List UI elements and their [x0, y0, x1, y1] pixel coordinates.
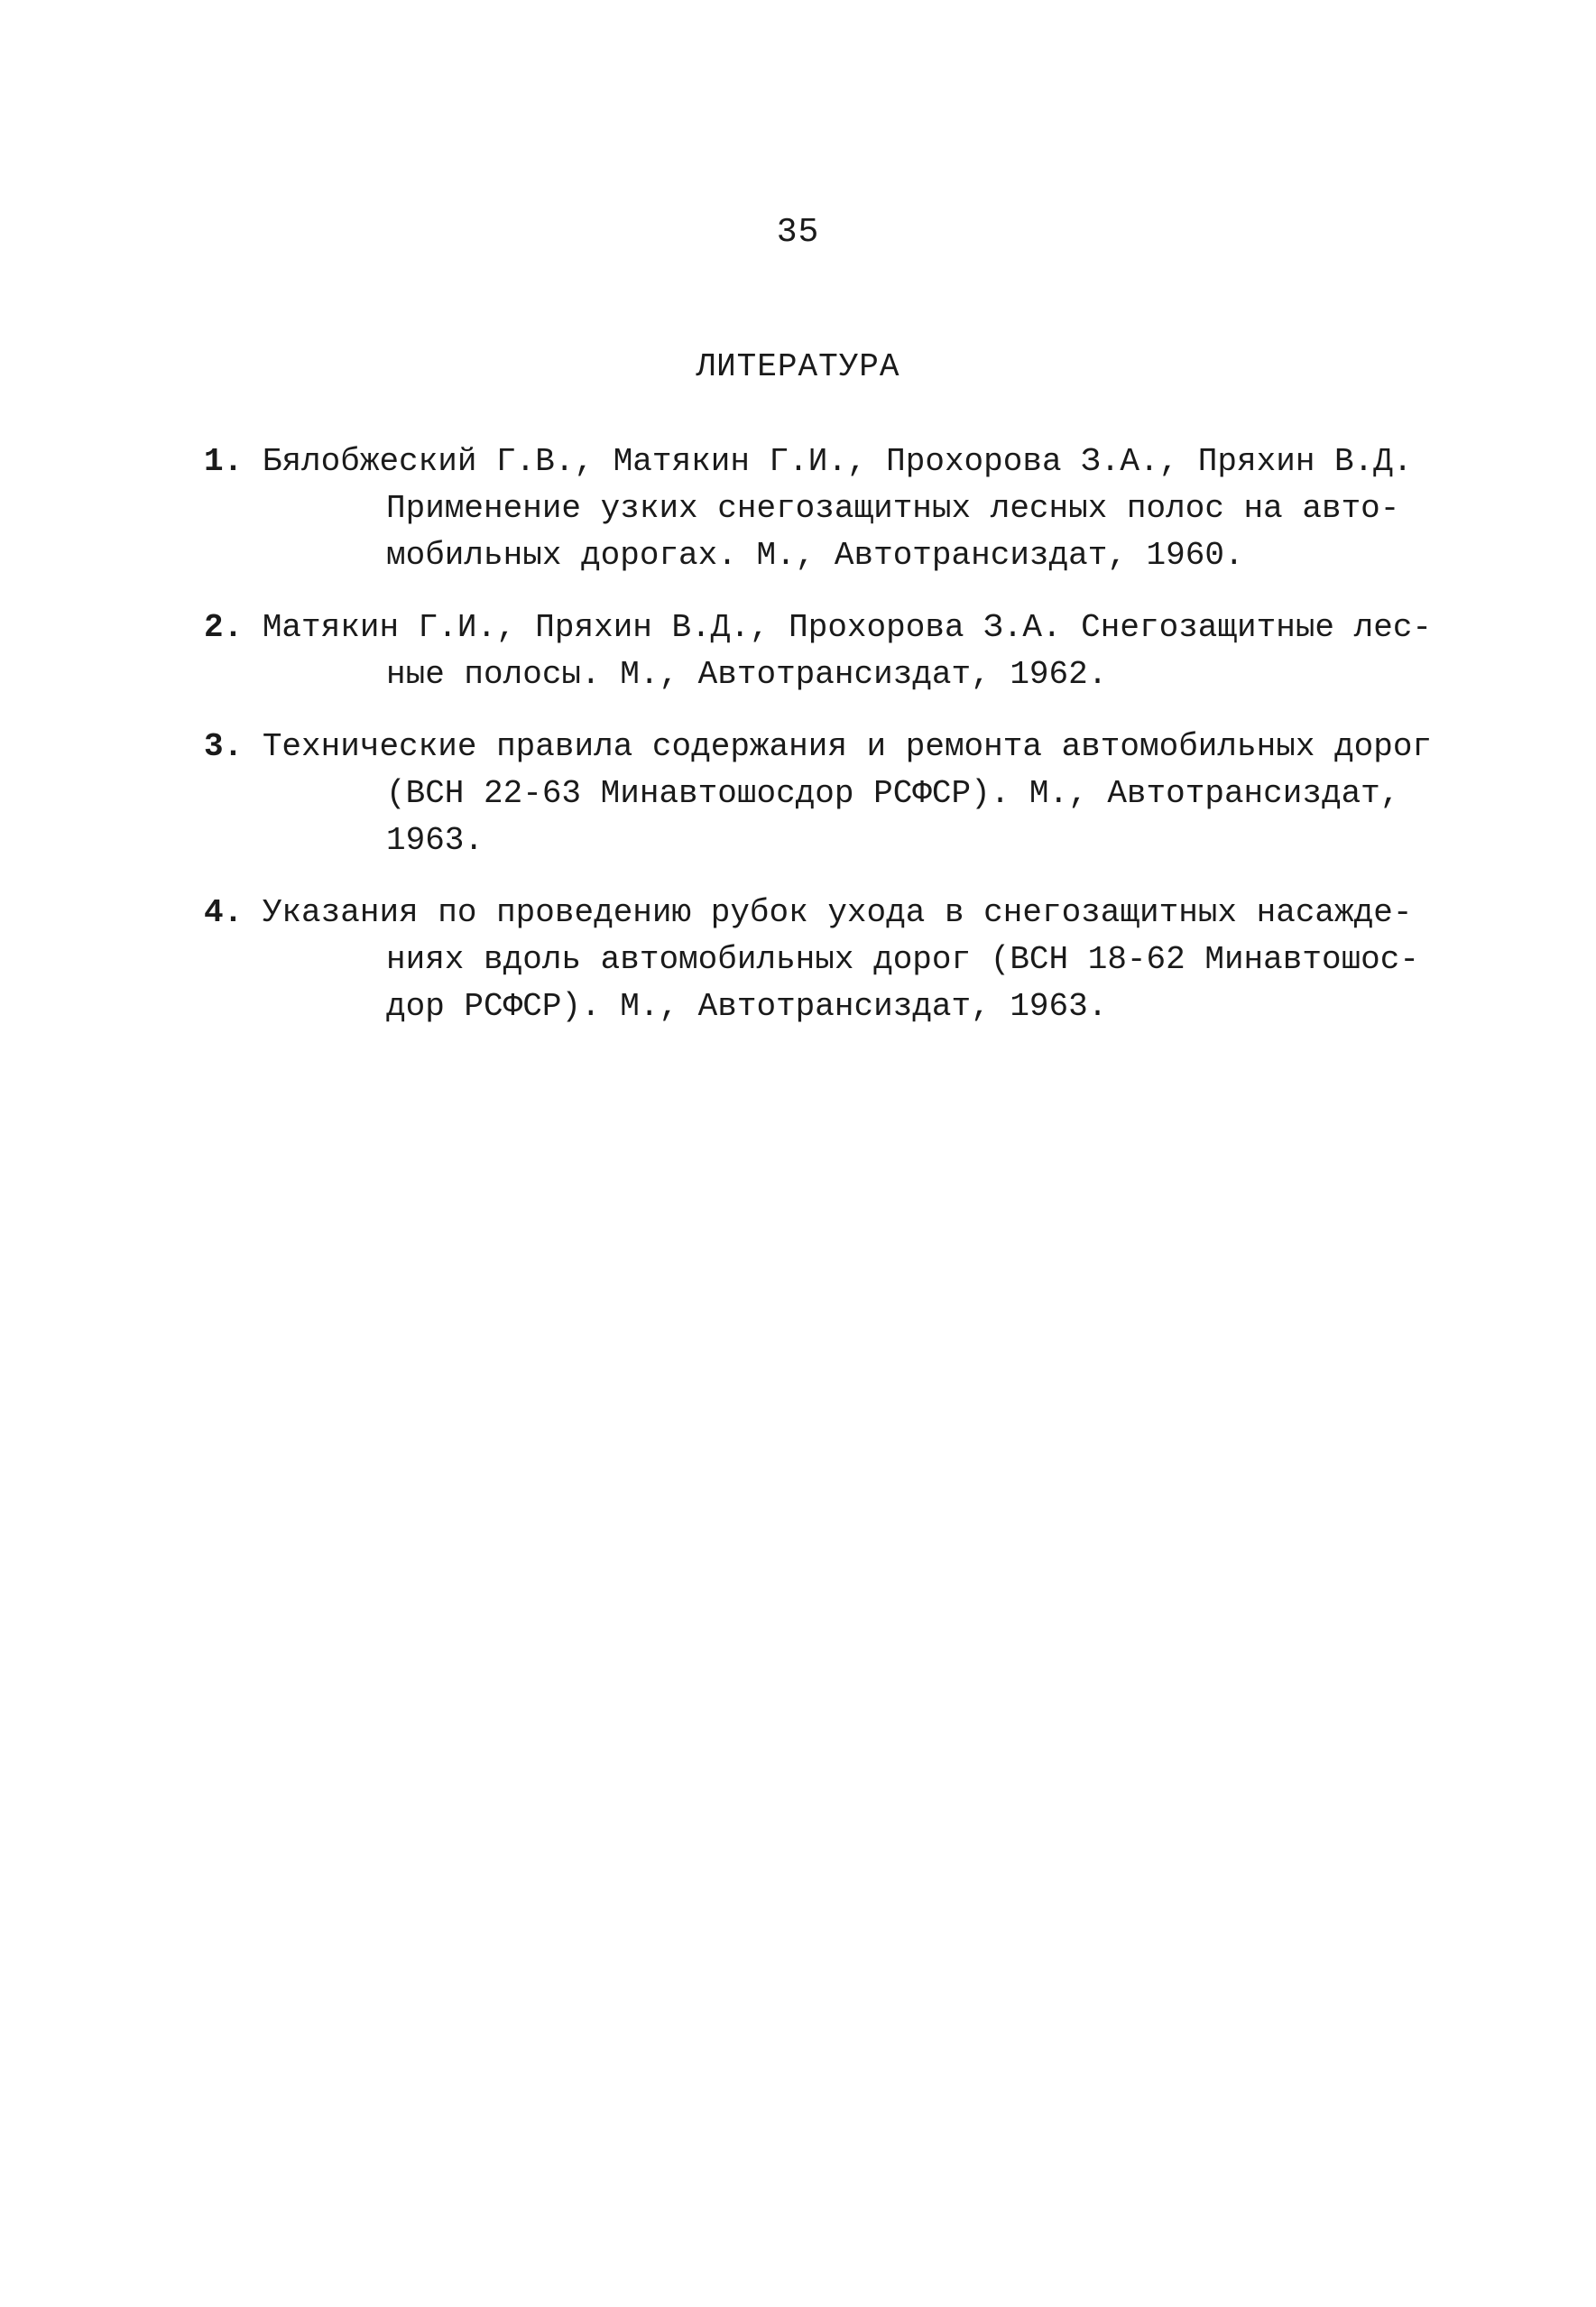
reference-item	[204, 724, 1433, 864]
reference-text: Технические правила содержания и ремонта автомобильных дорог	[262, 728, 1433, 765]
reference-line	[204, 724, 1433, 771]
section-title: ЛИТЕРАТУРА	[696, 348, 900, 385]
reference-line	[204, 604, 1433, 651]
reference-number: 2.	[204, 609, 244, 646]
reference-line	[204, 890, 1422, 937]
reference-line: ниях вдоль автомобильных дорог (ВСН 18-62 Минавтошос-	[386, 941, 1419, 978]
reference-number: 4.	[204, 894, 244, 931]
reference-line: (ВСН 22-63 Минавтошосдор РСФСР). М., Автотрансиздат,	[386, 775, 1400, 812]
reference-list	[204, 438, 1433, 1056]
reference-line: дор РСФСР). М., Автотрансиздат, 1963.	[386, 988, 1108, 1025]
reference-item	[204, 604, 1433, 698]
reference-line: мобильных дорогах. М., Автотрансиздат, 1960.	[386, 537, 1244, 574]
reference-number: 1.	[204, 443, 244, 480]
reference-text: Матякин Г.И., Пряхин В.Д., Прохорова З.А. Снегозащитные лес-	[262, 609, 1433, 646]
reference-line	[204, 438, 1422, 485]
reference-item	[204, 890, 1422, 1030]
page-number: 35	[776, 213, 820, 252]
reference-line: 1963.	[386, 822, 484, 859]
reference-line: Применение узких снегозащитных лесных полос на авто-	[386, 490, 1400, 527]
reference-line: ные полосы. М., Автотрансиздат, 1962.	[386, 656, 1108, 693]
reference-number: 3.	[204, 728, 244, 765]
reference-text: Указания по проведению рубок ухода в снегозащитных насажде-	[262, 894, 1413, 931]
reference-item	[204, 438, 1422, 579]
reference-text: Бялобжеский Г.В., Матякин Г.И., Прохорова З.А., Пряхин В.Д.	[262, 443, 1413, 480]
